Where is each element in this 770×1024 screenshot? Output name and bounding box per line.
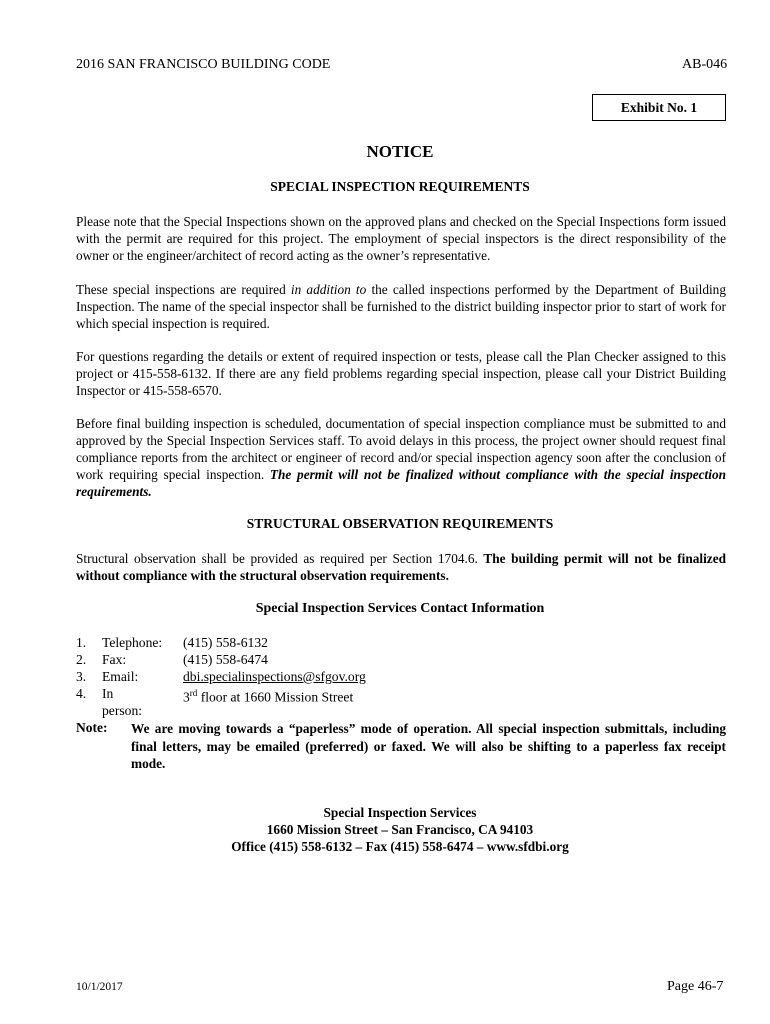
list-number: 1.	[76, 635, 87, 650]
contact-heading: Special Inspection Services Contact Information	[255, 601, 545, 616]
address-text: floor at 1660 Mission Street	[197, 689, 354, 705]
warning-text: The building permit will not be finalized without compliance with the structural observation requirements.	[76, 551, 726, 583]
contact-label: Telephone:	[102, 635, 163, 650]
paragraph-final-inspection	[76, 415, 726, 500]
list-number: 2.	[76, 652, 87, 667]
floor-number: 3	[183, 689, 190, 705]
paragraph-questions: For questions regarding the details or extent of required inspection or tests, please call the Plan Checker assigned to this project or 415-558-6132. If there are any field problems regarding special inspection, please call your District Building Inspector or 415-558-6570.	[76, 349, 726, 398]
office-contacts: Office (415) 558-6132 – Fax (415) 558-6474 – www.sfdbi.org	[231, 839, 569, 854]
notice-subtitle: SPECIAL INSPECTION REQUIREMENTS	[270, 179, 530, 194]
exhibit-box: Exhibit No. 1	[592, 94, 726, 121]
paragraph-addition	[76, 281, 726, 332]
structural-heading: STRUCTURAL OBSERVATION REQUIREMENTS	[246, 516, 554, 531]
page-number: Page 46-7	[667, 979, 724, 994]
list-number: 4.	[76, 686, 87, 701]
fax-value: (415) 558-6474	[183, 652, 268, 667]
email-link[interactable]: dbi.specialinspections@sfgov.org	[183, 669, 366, 684]
contact-label: In person:	[102, 686, 143, 718]
note-text: We are moving towards a “paperless” mode of operation. All special inspection submittals, including final letters, may be emailed (preferred) or faxed. We will also be shifting to a paperless fax receipt mode.	[131, 721, 726, 771]
emphasis-text: in addition to	[290, 282, 367, 297]
warning-text: The permit will not be finalized without compliance with the special inspection requirements.	[76, 467, 726, 499]
floor-suffix: rd	[189, 688, 198, 698]
office-block	[0, 804, 770, 855]
contact-label: Fax:	[102, 652, 127, 667]
document-id: AB-046	[682, 57, 728, 72]
paragraph-text: Structural observation shall be provided as required per Section 1704.6.	[76, 551, 484, 566]
paragraph-permit: Please note that the Special Inspections shown on the approved plans and checked on the Special Inspections form issued with the permit are required for this project. The employment of special inspectors is the direct responsibility of the owner or the engineer/architect of record acting as the owner’s representative.	[76, 214, 726, 263]
contact-label: Email:	[102, 669, 139, 684]
office-name: Special Inspection Services	[323, 805, 477, 820]
list-number: 3.	[76, 669, 87, 684]
notice-title: NOTICE	[366, 142, 434, 161]
paragraph-text: These special inspections are required	[76, 282, 291, 297]
telephone-value: (415) 558-6132	[183, 635, 268, 650]
address-value	[183, 685, 353, 706]
paragraph-text: the called inspections performed by the Department of Building Inspection. The name of the special inspector shall be furnished to the district building inspector prior to start of work for which special inspection is required.	[76, 282, 726, 331]
office-address: 1660 Mission Street – San Francisco, CA 94103	[266, 822, 534, 837]
paragraph-text: Before final building inspection is scheduled, documentation of special inspection compliance must be submitted to and approved by the Special Inspection Services staff. To avoid delays in this process, the project owner should request final compliance reports from the architect or engineer of record and/or special inspection agency soon after the conclusion of work requiring special inspection.	[76, 416, 726, 482]
code-title: 2016 SAN FRANCISCO BUILDING CODE	[76, 57, 331, 72]
footer-date: 10/1/2017	[76, 981, 123, 993]
note-label: Note:	[76, 720, 108, 735]
paragraph-structural	[76, 550, 726, 584]
